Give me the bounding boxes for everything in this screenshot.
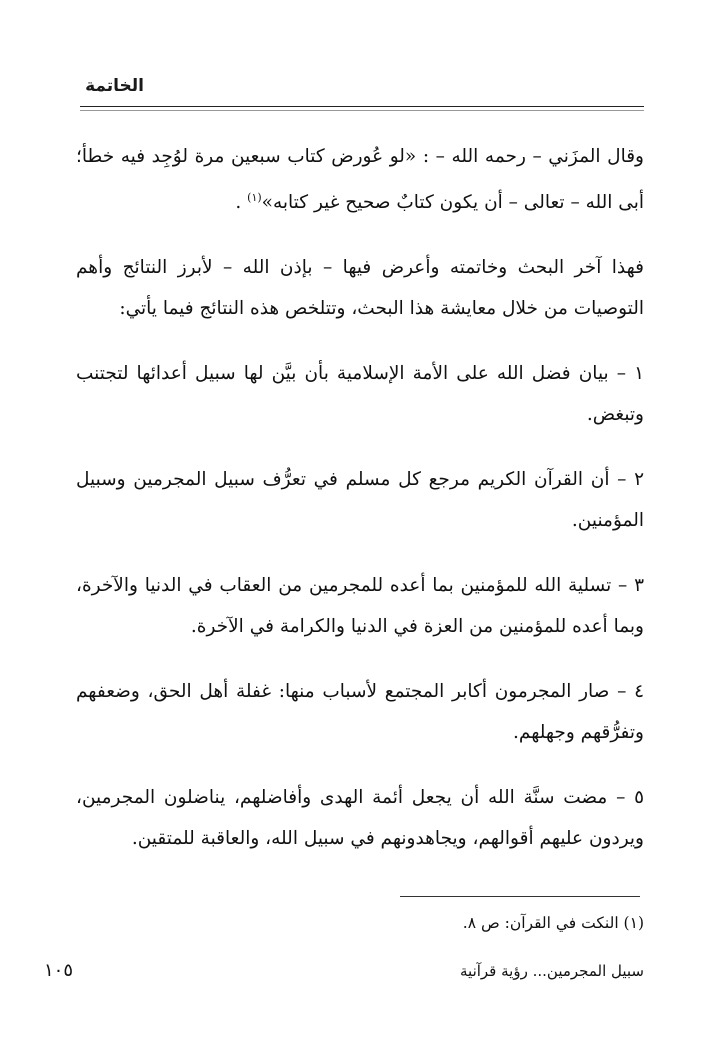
paragraph-tail: . <box>235 192 248 214</box>
footnote-rule <box>400 896 640 897</box>
result-item-2: ٢ – أن القرآن الكريم مرجع كل مسلم في تعرُّف سبيل المجرمين وسبيل المؤمنين. <box>76 469 644 532</box>
page-number: ١٠٥ <box>44 960 74 981</box>
header-rule-thin <box>80 110 644 111</box>
chapter-header: الخاتمة <box>85 76 144 96</box>
footnote: (١) النكت في القرآن: ص ٨. <box>462 914 644 932</box>
result-item-4: ٤ – صار المجرمون أكابر المجتمع لأسباب منها: غفلة أهل الحق، وضعفهم وتفرُّقهم وجهلهم. <box>76 681 644 744</box>
running-footer-title: سبيل المجرمين... رؤية قرآنية <box>460 962 644 980</box>
paragraph-text: وقال المزَني – رحمه الله – : «لو عُورض كتاب سبعين مرة لوُجِد فيه خطأ؛ أبى الله – تعالى – أن يكون كتابٌ صحيح غير كتابه» <box>76 146 644 214</box>
result-item-1: ١ – بيان فضل الله على الأمة الإسلامية بأن بيَّن لها سبيل أعدائها لتجتنب وتبغض. <box>76 363 644 426</box>
intro-paragraph: فهذا آخر البحث وخاتمته وأعرض فيها – بإذن الله – لأبرز النتائج وأهم التوصيات من خلال معايشة هذا البحث، وتتلخص هذه النتائج فيما يأتي: <box>76 257 644 320</box>
result-item-5: ٥ – مضت سنَّة الله أن يجعل أئمة الهدى وأفاضلهم، يناضلون المجرمين، ويردون عليهم أقوالهم، ويجاهدونهم في سبيل الله، والعاقبة للمتقين. <box>76 787 644 850</box>
page-footer <box>44 956 644 986</box>
main-text <box>76 136 644 868</box>
header-rule <box>80 106 644 107</box>
result-item-3: ٣ – تسلية الله للمؤمنين بما أعده للمجرمين من العقاب في الدنيا والآخرة، وبما أعده للمؤمنين من العزة في الدنيا والكرامة في الآخرة. <box>76 575 644 638</box>
footnote-ref: (١) <box>247 191 262 204</box>
quote-paragraph <box>76 136 644 223</box>
